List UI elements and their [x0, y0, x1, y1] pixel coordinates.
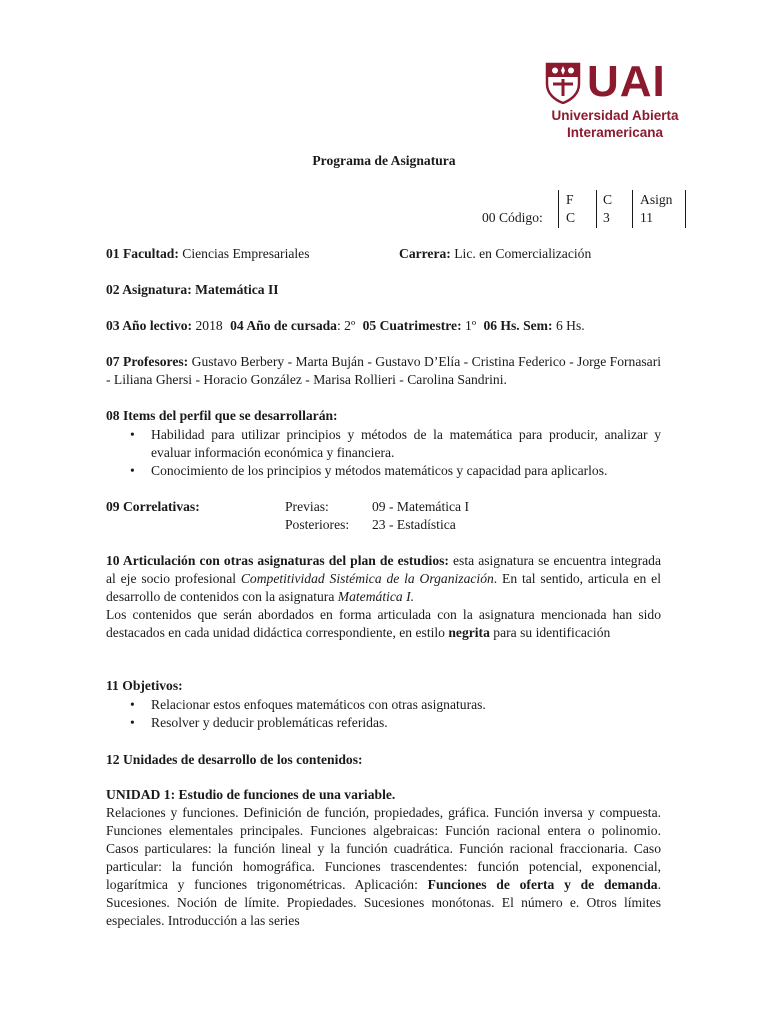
list-item: • Relacionar estos enfoques matemáticos con otras asignaturas. — [106, 696, 661, 714]
unidad-1-body — [106, 804, 661, 930]
codigo-header-c: C — [603, 192, 613, 207]
unidad-1-text-2: . Sucesiones. Noción de límite. Propiedades. Sucesiones monótonas. El número e. Otros límites especiales. Introducción a las series — [106, 877, 661, 928]
previas-label: Previas: — [285, 499, 329, 514]
objetivos-list — [106, 696, 661, 732]
facultad-row — [106, 245, 309, 263]
shield-icon — [545, 62, 581, 104]
profesores-value: Gustavo Berbery - Marta Buján - Gustavo D’Elía - Cristina Federico - Jorge Fornasari - Liliana Ghersi - Horacio González - Marisa Rollieri - Carolina Sandrini. — [106, 354, 661, 387]
correlativas-label: 09 Correlativas: — [106, 499, 200, 514]
perfil-heading: 08 Items del perfil que se desarrollarán: — [106, 408, 338, 423]
year-row — [106, 317, 585, 335]
anio-cursada-label: 04 Año de cursada — [230, 318, 337, 333]
list-item: • Resolver y deducir problemáticas referidas. — [106, 714, 661, 732]
codigo-header-asign: Asign — [640, 192, 673, 207]
hs-sem-label: 06 Hs. Sem: — [483, 318, 553, 333]
articulacion-paragraph-2 — [106, 606, 661, 642]
cuatrimestre-label: 05 Cuatrimestre: — [362, 318, 462, 333]
previas-value: 09 - Matemática I — [372, 499, 470, 514]
articulacion-text-4: para su identificación — [489, 625, 611, 640]
unidad-1-title: UNIDAD 1: Estudio de funciones de una variable. — [106, 787, 396, 802]
unidad-1-text-1: Relaciones y funciones. Definición de función, propiedades, gráfica. Función inversa y compuesta. Funciones elementales principales. Funciones algebraicas: Función racional entera o polinomio. Casos particulares: la función lineal y la función cuadrática. Función racional fraccionaria. Caso particular: la función homográfica. Funciones trascendentes: función potencial, exponencial, logarítmica y funciones trigonométricas. Aplicación: — [106, 805, 661, 892]
articulacion-text-3: Los contenidos que serán abordados en forma articulada con la asignatura mencionada han sido destacados en cada unidad didáctica correspondiente, en estilo — [106, 607, 661, 640]
codigo-label: 00 Código: — [482, 210, 543, 225]
carrera-value: Lic. en Comercialización — [454, 246, 592, 261]
logo-line-1: Universidad Abierta — [551, 108, 679, 123]
anio-lectivo-value: 2018 — [195, 318, 223, 333]
profesores-paragraph — [106, 353, 661, 389]
facultad-label: 01 Facultad: — [106, 246, 179, 261]
hs-sem-value: 6 Hs. — [555, 318, 585, 333]
articulacion-bold: negrita — [448, 625, 490, 640]
posteriores-value: 23 - Estadística — [372, 517, 456, 532]
articulacion-text-1: esta asignatura se encuentra integrada al eje socio profesional — [106, 553, 661, 586]
perfil-list — [106, 426, 661, 480]
divider — [685, 190, 686, 228]
cuatrimestre-value: 1º — [465, 318, 477, 333]
divider — [596, 190, 597, 228]
unidad-1-bold: Funciones de oferta y de demanda — [427, 877, 658, 892]
logo-line-2: Interamericana — [566, 125, 664, 140]
articulacion-paragraph — [106, 552, 661, 606]
articulacion-text-2: . En tal sentido, articula en el desarrollo de contenidos con la asignatura — [106, 571, 661, 604]
anio-cursada-value: : 2º — [336, 318, 356, 333]
articulacion-eje: Competitividad Sistémica de la Organización — [240, 571, 494, 586]
university-logo — [545, 57, 685, 142]
posteriores-label: Posteriores: — [285, 517, 350, 532]
codigo-value-asign: 11 — [640, 210, 654, 225]
codigo-value-f: C — [566, 210, 576, 225]
articulacion-asignatura: Matemática I. — [337, 589, 415, 604]
codigo-value-c: 3 — [603, 210, 610, 225]
objetivos-heading: 11 Objetivos: — [106, 678, 183, 693]
codigo-header-f: F — [566, 192, 574, 207]
divider — [632, 190, 633, 228]
carrera-row — [399, 245, 591, 263]
unidades-heading: 12 Unidades de desarrollo de los contenidos: — [106, 752, 363, 767]
profesores-label: 07 Profesores: — [106, 354, 189, 369]
asignatura-heading: 02 Asignatura: Matemática II — [106, 282, 279, 297]
anio-lectivo-label: 03 Año lectivo: — [106, 318, 193, 333]
facultad-value: Ciencias Empresariales — [182, 246, 310, 261]
list-item: • Conocimiento de los principios y métodos matemáticos y capacidad para aplicarlos. — [106, 462, 661, 480]
logo-wordmark: UAI — [587, 57, 666, 106]
page-title: Programa de Asignatura — [312, 153, 456, 168]
articulacion-label: 10 Articulación con otras asignaturas del plan de estudios: — [106, 553, 449, 568]
divider — [558, 190, 559, 228]
carrera-label: Carrera: — [399, 246, 451, 261]
list-item: • Habilidad para utilizar principios y métodos de la matemática para producir, analizar y evaluar información económica y financiera. — [106, 426, 661, 462]
